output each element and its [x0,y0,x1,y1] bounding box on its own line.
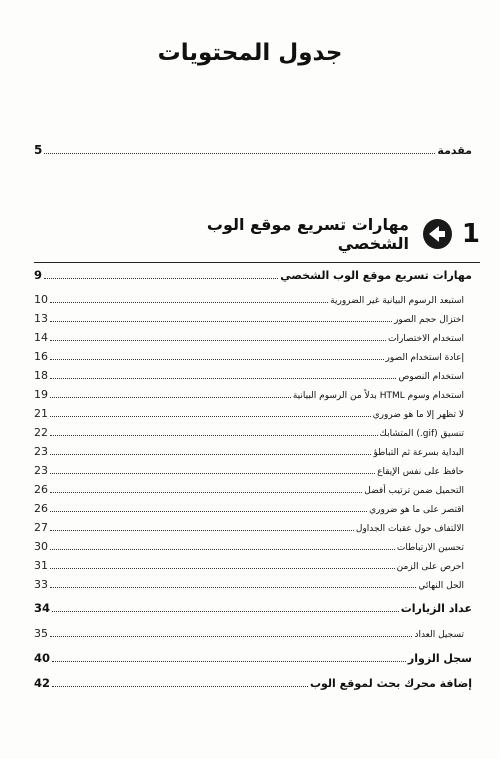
toc-page-number: 18 [34,369,48,382]
toc-page-number: 14 [34,331,48,344]
toc-entry-label: سجل الزوار [407,652,472,665]
toc-entry[interactable] [34,483,464,496]
toc-page-number: 26 [34,483,48,496]
dot-leader [50,529,354,531]
toc-page-number: 21 [34,407,48,420]
section-divider [34,262,480,263]
toc-entry-label: اقتصر على ما هو ضروري [369,505,464,515]
chapter-header [140,214,480,254]
toc-entry-label: حافظ على نفس الإيقاع [377,467,464,477]
arrow-left-circle-icon [423,219,452,249]
dot-leader [50,472,375,474]
toc-entry[interactable] [34,268,472,282]
toc-entry-label: اختزال حجم الصور [394,315,464,325]
toc-page-number: 5 [34,143,43,157]
dot-leader [50,301,328,303]
toc-entry-label: لا تظهر إلا ما هو ضروري [372,410,464,420]
toc-entry[interactable] [34,676,472,690]
toc-entry-label: عداد الزيارات [400,602,472,615]
toc-entry-label: احرص على الزمن [396,562,464,572]
toc-entry-label: تنسيق (gif.) المتشابك [379,429,464,439]
toc-entry[interactable] [34,464,464,477]
toc-entry[interactable] [34,426,464,439]
dot-leader [52,660,406,662]
toc-page-number: 34 [34,601,51,615]
toc-entry[interactable] [34,540,464,553]
toc-page-number: 42 [34,676,51,690]
toc-entry-label: مقدمة [437,144,472,157]
toc-entry[interactable] [34,407,464,420]
dot-leader [44,277,278,279]
toc-entry-label: استخدام النصوص [398,372,464,382]
dot-leader [50,635,412,637]
toc-entry-label: استخدام الاختصارات [387,334,464,344]
toc-entry[interactable] [34,601,472,615]
dot-leader [50,339,386,341]
page-title: جدول المحتويات [157,40,343,66]
toc-entry-label: تحسين الارتباطات [396,543,464,553]
toc-entry[interactable] [34,369,464,382]
toc-page-number: 19 [34,388,48,401]
toc-page-number: 35 [34,627,48,640]
toc-page-number: 13 [34,312,48,325]
toc-page-number: 33 [34,578,48,591]
toc-entry[interactable] [34,350,464,363]
toc-entry[interactable] [34,651,472,665]
dot-leader [50,453,371,455]
dot-leader [50,510,367,512]
toc-entry[interactable] [34,578,464,591]
toc-entry[interactable] [34,388,464,401]
toc-page-number: 30 [34,540,48,553]
toc-page-number: 9 [34,268,43,282]
dot-leader [52,685,308,687]
toc-entry-label: إعادة استخدام الصور [385,353,464,363]
toc-entry-label: استبعد الرسوم البيانية غير الضرورية [330,296,464,306]
toc-entry[interactable] [34,521,464,534]
dot-leader [50,491,362,493]
toc-entry[interactable] [34,502,464,515]
chapter-number: 1 [461,219,480,249]
dot-leader [52,610,399,612]
toc-entry-intro[interactable] [34,143,472,157]
toc-entry-label: الالتفاف حول عقبات الجداول [355,524,464,534]
toc-entry[interactable] [34,559,464,572]
toc-entry-label: التحميل ضمن ترتيب أفضل [364,486,464,496]
dot-leader [50,358,384,360]
toc-entry-label: تسجيل العداد [414,630,464,640]
chapter-title: مهارات تسريع موقع الوب الشخصي [206,215,409,253]
toc-page-number: 10 [34,293,48,306]
toc-page-number: 16 [34,350,48,363]
toc-page-number: 27 [34,521,48,534]
toc-entry[interactable] [34,312,464,325]
dot-leader [50,434,378,436]
dot-leader [50,567,395,569]
dot-leader [50,396,291,398]
dot-leader [50,548,395,550]
toc-entry[interactable] [34,331,464,344]
dot-leader [50,586,416,588]
toc-entry-label: إضافة محرك بحث لموقع الوب [309,677,472,690]
toc-page-number: 23 [34,464,48,477]
toc-page-number: 22 [34,426,48,439]
toc-page-number: 31 [34,559,48,572]
dot-leader [50,320,392,322]
dot-leader [50,377,396,379]
toc-entry-label: الحل النهائي [418,581,464,591]
toc-page-number: 40 [34,651,51,665]
dot-leader [44,152,435,154]
toc-entry[interactable] [34,627,464,640]
toc-entry-label: استخدام وسوم HTML بدلاً من الرسوم البيانية [292,391,464,401]
toc-page-number: 23 [34,445,48,458]
toc-entry-label: مهارات تسريع موقع الوب الشخصي [280,269,472,282]
toc-entry-label: البداية بسرعة ثم التباطؤ [373,448,464,458]
dot-leader [50,415,371,417]
toc-page-number: 26 [34,502,48,515]
toc-entry[interactable] [34,293,464,306]
toc-entry[interactable] [34,445,464,458]
